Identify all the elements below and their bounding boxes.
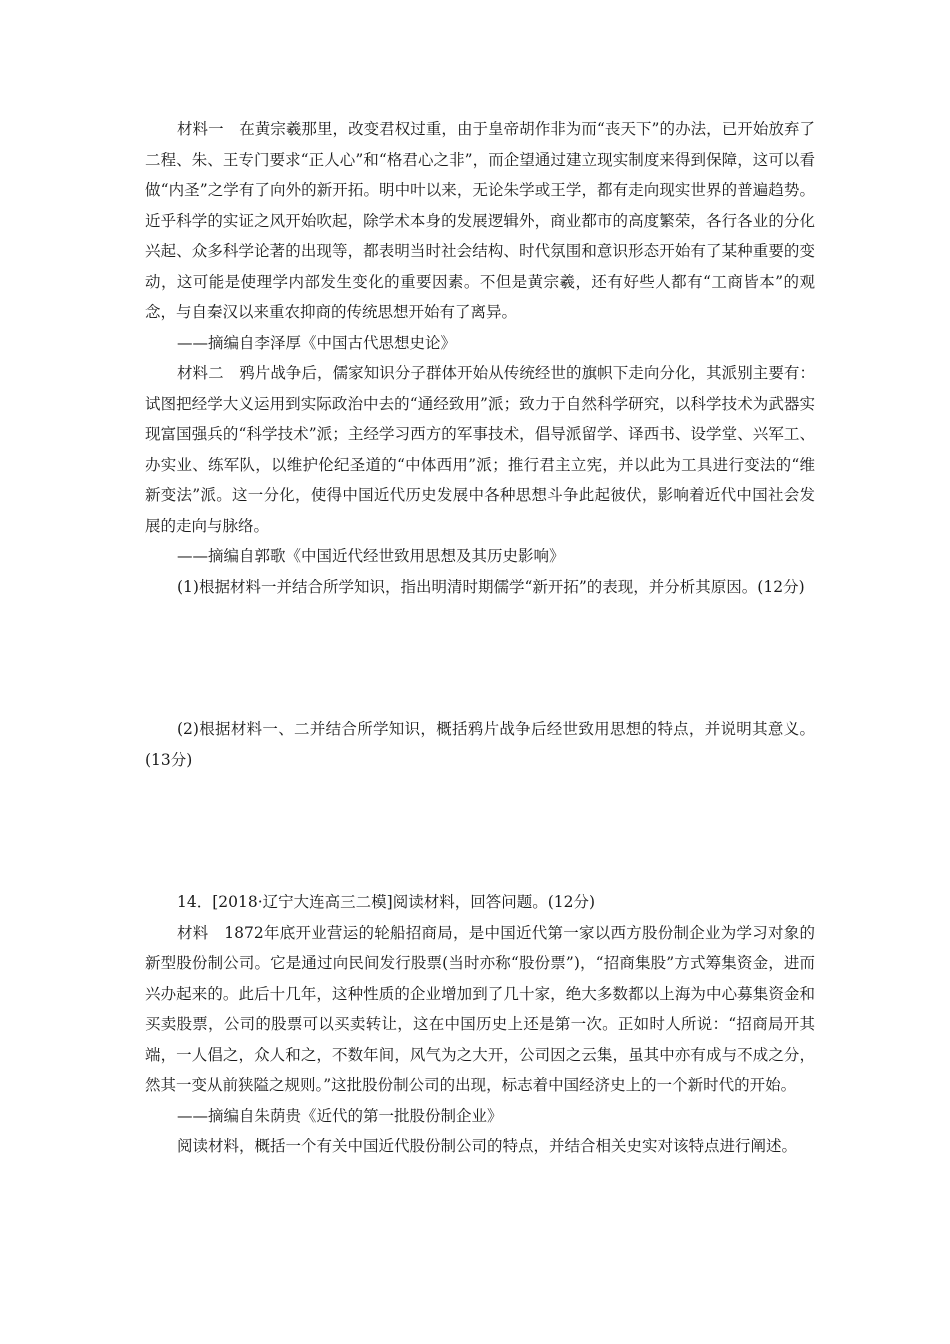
- question-1: (1)根据材料一并结合所学知识，指出明清时期儒学“新开拓”的表现，并分析其原因。(12分): [177, 577, 805, 596]
- answer-space-1: [145, 602, 815, 714]
- document-page: [145, 114, 815, 1162]
- question-14-source: ——摘编自朱荫贵《近代的第一批股份制企业》: [177, 1106, 503, 1125]
- question-14-material: 材料 1872年底开业营运的轮船招商局，是中国近代第一家以西方股份制企业为学习对象的新型股份制公司。它是通过向民间发行股票(当时亦称“股份票”)，“招商集股”方式筹集资金，进而兴办起来的。此后十几年，这种性质的企业增加到了几十家，绝大多数都以上海为中心募集资金和买卖股票，公司的股票可以买卖转让，这在中国历史上还是第一次。正如时人所说：“招商局开其端，一人倡之，众人和之，不数年间，风气为之大开，公司因之云集，虽其中亦有成与不成之分，然其一变从前狭隘之规则。”这批股份制公司的出现，标志着中国经济史上的一个新时代的开始。: [145, 923, 815, 1094]
- material-two-text: 材料二 鸦片战争后，儒家知识分子群体开始从传统经世的旗帜下走向分化，其派别主要有：试图把经学大义运用到实际政治中去的“通经致用”派；致力于自然科学研究，以科学技术为武器实现富国强兵的“科学技术”派；主经学习西方的军事技术，倡导派留学、译西书、设学堂、兴军工、办实业、练军队，以维护伦纪圣道的“中体西用”派；推行君主立宪，并以此为工具进行变法的“维新变法”派。这一分化，使得中国近代历史发展中各种思想斗争此起彼伏，影响着近代中国社会发展的走向与脉络。: [145, 364, 815, 535]
- question-14-prompt: 阅读材料，概括一个有关中国近代股份制公司的特点，并结合相关史实对该特点进行阐述。: [177, 1137, 798, 1155]
- material-one-text: 材料一 在黄宗羲那里，改变君权过重，由于皇帝胡作非为而“丧天下”的办法，已开始放弃了二程、朱、王专门要求“正人心”和“格君心之非”，而企望通过建立现实制度来得到保障，这可以看做“内圣”之学有了向外的新开拓。明中叶以来，无论朱学或王学，都有走向现实世界的普遍趋势。近乎科学的实证之风开始吹起，除学术本身的发展逻辑外，商业都市的高度繁荣，各行各业的分化兴起、众多科学论著的出现等，都表明当时社会结构、时代氛围和意识形态开始有了某种重要的变动，这可能是使理学内部发生变化的重要因素。不但是黄宗羲，还有好些人都有“工商皆本”的观念，与自秦汉以来重农抑商的传统思想开始有了离异。: [145, 120, 815, 321]
- answer-space-2: [145, 775, 815, 887]
- material-two-source: ——摘编自郭歌《中国近代经世致用思想及其历史影响》: [177, 547, 565, 565]
- question-14-heading: 14．[2018·辽宁大连高三二模]阅读材料，回答问题。(12分): [177, 893, 596, 911]
- material-one-source: ——摘编自李泽厚《中国古代思想史论》: [177, 333, 457, 352]
- question-2: (2)根据材料一、二并结合所学知识，概括鸦片战争后经世致用思想的特点，并说明其意义。(13分): [145, 720, 815, 769]
